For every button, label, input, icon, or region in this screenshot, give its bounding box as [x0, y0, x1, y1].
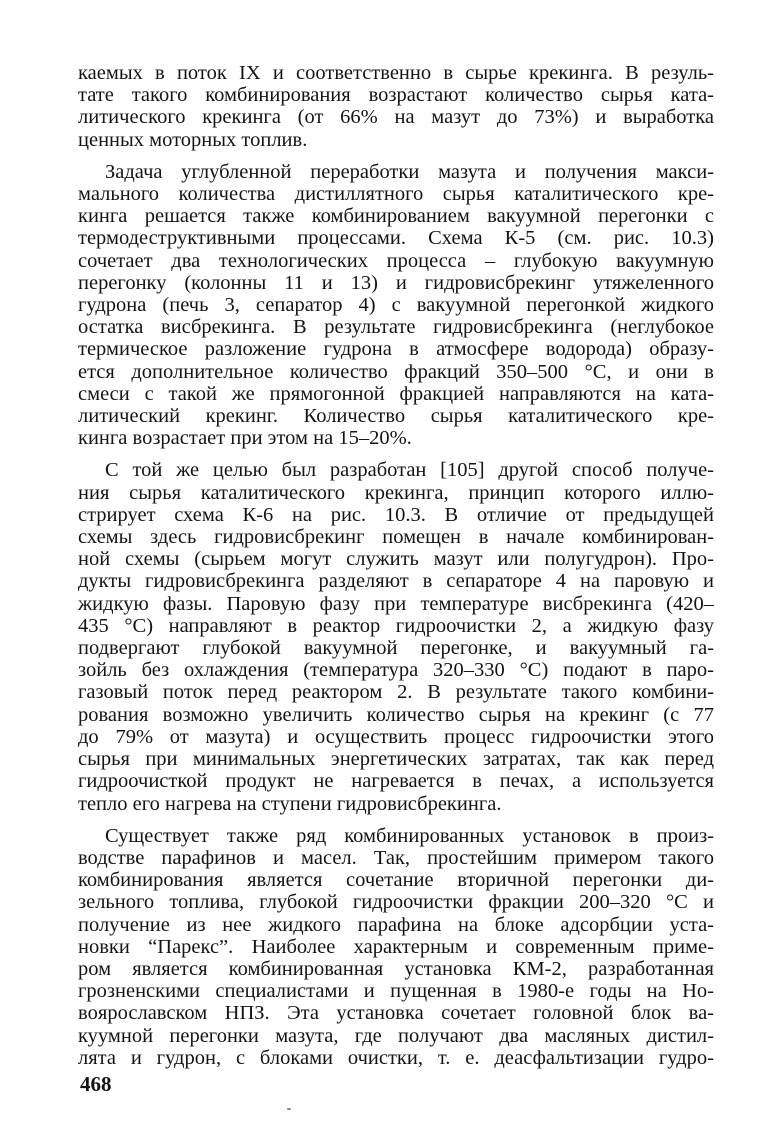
- text-line: термическое разложение гудрона в атмосфере водорода) образу-: [78, 338, 714, 361]
- text-line: термодеструктивными процессами. Схема К-5 (см. рис. 10.3): [78, 227, 714, 250]
- text-line: остатка висбрекинга. В результате гидровисбрекинга (неглубокое: [78, 316, 714, 339]
- text-line: литического крекинга (от 66% на мазут до 73%) и выработка: [78, 106, 714, 129]
- text-line: новки “Парекс”. Наиболее характерным и современным приме-: [78, 935, 714, 958]
- text-line: Существует также ряд комбинированных установок в произ-: [105, 824, 714, 847]
- paragraph: [78, 459, 714, 814]
- text-line: ется дополнительное количество фракций 350–500 °С, и они в: [78, 360, 714, 383]
- paragraph: [78, 62, 714, 151]
- text-line: получение из нее жидкого парафина на блоке адсорбции уста-: [78, 913, 714, 936]
- text-line: водстве парафинов и масел. Так, простейшим примером такого: [78, 846, 714, 869]
- text-line: ром является комбинированная установка КМ-2, разработанная: [78, 957, 714, 980]
- text-line: комбинирования является сочетание вторичной перегонки ди-: [78, 869, 714, 892]
- scan-speck: [287, 1108, 291, 1110]
- paragraph: [78, 825, 714, 1069]
- text-line: схемы здесь гидровисбрекинг помещен в начале комбинирован-: [78, 526, 714, 549]
- page-body: [78, 62, 714, 1079]
- text-line: зойль без охлаждения (температура 320–330 °С) подают в паро-: [78, 659, 714, 682]
- text-line: перегонку (колонны 11 и 13) и гидровисбрекинг утяжеленного: [78, 271, 714, 294]
- text-line: газовый поток перед реактором 2. В результате такого комбини-: [78, 681, 714, 704]
- text-line: сырья при минимальных энергетических затратах, так как перед: [78, 748, 714, 771]
- text-line: куумной перегонки мазута, где получают два масляных дистил-: [78, 1024, 714, 1047]
- page-number: 468: [80, 1072, 112, 1096]
- text-line: дукты гидровисбрекинга разделяют в сепараторе 4 на паровую и: [78, 570, 714, 593]
- text-line: до 79% от мазута) и осуществить процесс гидроочистки этого: [78, 725, 714, 748]
- text-line: жидкую фазы. Паровую фазу при температуре висбрекинга (420–: [78, 592, 714, 615]
- paragraph: [78, 161, 714, 450]
- text-line: тате такого комбинирования возрастают количество сырья ката-: [78, 84, 714, 107]
- text-line: стрирует схема К-6 на рис. 10.3. В отличие от предыдущей: [78, 503, 714, 526]
- text-line: кинга решается также комбинированием вакуумной перегонки с: [78, 205, 714, 228]
- text-line: литический крекинг. Количество сырья каталитического кре-: [78, 405, 714, 428]
- text-line: гидроочисткой продукт не нагревается в печах, а используется: [78, 770, 714, 793]
- text-line: ния сырья каталитического крекинга, принцип которого иллю-: [78, 481, 714, 504]
- text-line: тепло его нагрева на ступени гидровисбрекинга.: [78, 792, 502, 815]
- text-line: вoярославском НПЗ. Эта установка сочетает головной блок ва-: [78, 1002, 714, 1025]
- text-line: кинга возрастает при этом на 15–20%.: [78, 427, 412, 450]
- text-line: сочетает два технологических процесса – глубокую вакуумную: [78, 249, 714, 272]
- text-line: рования возможно увеличить количество сырья на крекинг (с 77: [78, 703, 714, 726]
- text-line: ной схемы (сырьем могут служить мазут или полугудрон). Про-: [78, 548, 714, 571]
- text-line: лята и гудрон, с блоками очистки, т. е. деасфальтизации гудро-: [78, 1046, 714, 1069]
- text-line: подвергают глубокой вакуумной перегонке, и вакуумный га-: [78, 637, 714, 660]
- text-line: грозненскими специалистами и пущенная в 1980-е годы на Но-: [78, 980, 714, 1003]
- text-line: зельного топлива, глубокой гидроочистки фракции 200–320 °С и: [78, 891, 714, 914]
- text-line: мального количества дистиллятного сырья каталитического кре-: [78, 183, 714, 206]
- text-line: ценных моторных топлив.: [78, 128, 308, 151]
- text-line: С той же целью был разработан [105] другой способ получе-: [105, 459, 714, 482]
- text-line: Задача углубленной переработки мазута и получения макси-: [105, 160, 714, 183]
- text-line: 435 °С) направляют в реактор гидроочистки 2, а жидкую фазу: [78, 614, 714, 637]
- text-line: смеси с такой же прямогонной фракцией направляются на ката-: [78, 382, 714, 405]
- text-line: каемых в поток IX и соответственно в сырье крекинга. В резуль-: [78, 62, 714, 84]
- text-line: гудрона (печь 3, сепаратор 4) с вакуумной перегонкой жидкого: [78, 294, 714, 317]
